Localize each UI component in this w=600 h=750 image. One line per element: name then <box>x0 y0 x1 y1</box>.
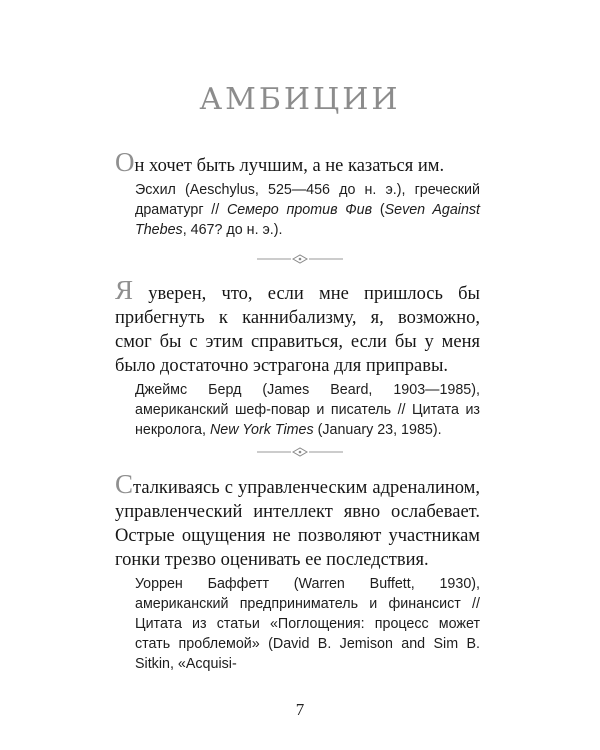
quote-body: талкиваясь с управленческим адреналином, управленческий интеллект явно ослабевает. Острые ощущения не позволяют участникам гонки трезво оценивать ее последствия. <box>115 478 480 570</box>
chapter-title: АМБИЦИИ <box>199 82 401 117</box>
attribution-text: Уоррен Баффетт (Warren Buffett, 1930), американский предприниматель и финансист // Цитата из статьи «Поглощения: процесс может стать проблемой» (David B. Jemison and Sim B. Sitkin, «Acquisi- <box>135 576 480 672</box>
quote-2 <box>115 275 480 440</box>
attribution-text: , 467? до н. э.). <box>182 222 283 238</box>
divider-ornament <box>255 253 345 265</box>
quote-body: н хочет быть лучшим, а не казаться им. <box>134 156 445 176</box>
drop-cap: Я <box>115 275 134 305</box>
quote-3-text <box>115 469 480 572</box>
quote-1-text <box>115 147 480 178</box>
quote-1-attribution <box>135 180 480 240</box>
attribution-text: ( <box>372 202 385 218</box>
attribution-text: Эсхил (Aeschylus, 525—456 до н. э.), греческий драматург // <box>135 182 480 218</box>
quote-body: уверен, что, если мне пришлось бы прибегнуть к каннибализму, я, возможно, смог бы с этим справиться, если бы у меня было достаточно эстрагона для приправы. <box>115 284 480 376</box>
quote-3-attribution <box>135 574 480 674</box>
quote-3 <box>115 469 480 674</box>
divider-ornament <box>255 446 345 458</box>
drop-cap: О <box>115 147 135 177</box>
drop-cap: С <box>115 469 134 499</box>
quote-1 <box>115 147 481 240</box>
publication-title: New York Times <box>209 422 314 438</box>
attribution-text: (January 23, 1985). <box>313 422 442 438</box>
work-title-original: Seven Against Thebes <box>135 202 481 238</box>
quote-2-text <box>115 275 480 378</box>
work-title: Семеро против Фив <box>226 202 373 218</box>
page-number: 7 <box>295 700 305 719</box>
attribution-text: Джеймс Берд (James Beard, 1903—1985), американский шеф-повар и писатель // Цитата из некролога, <box>135 382 480 438</box>
quote-2-attribution <box>135 380 480 440</box>
